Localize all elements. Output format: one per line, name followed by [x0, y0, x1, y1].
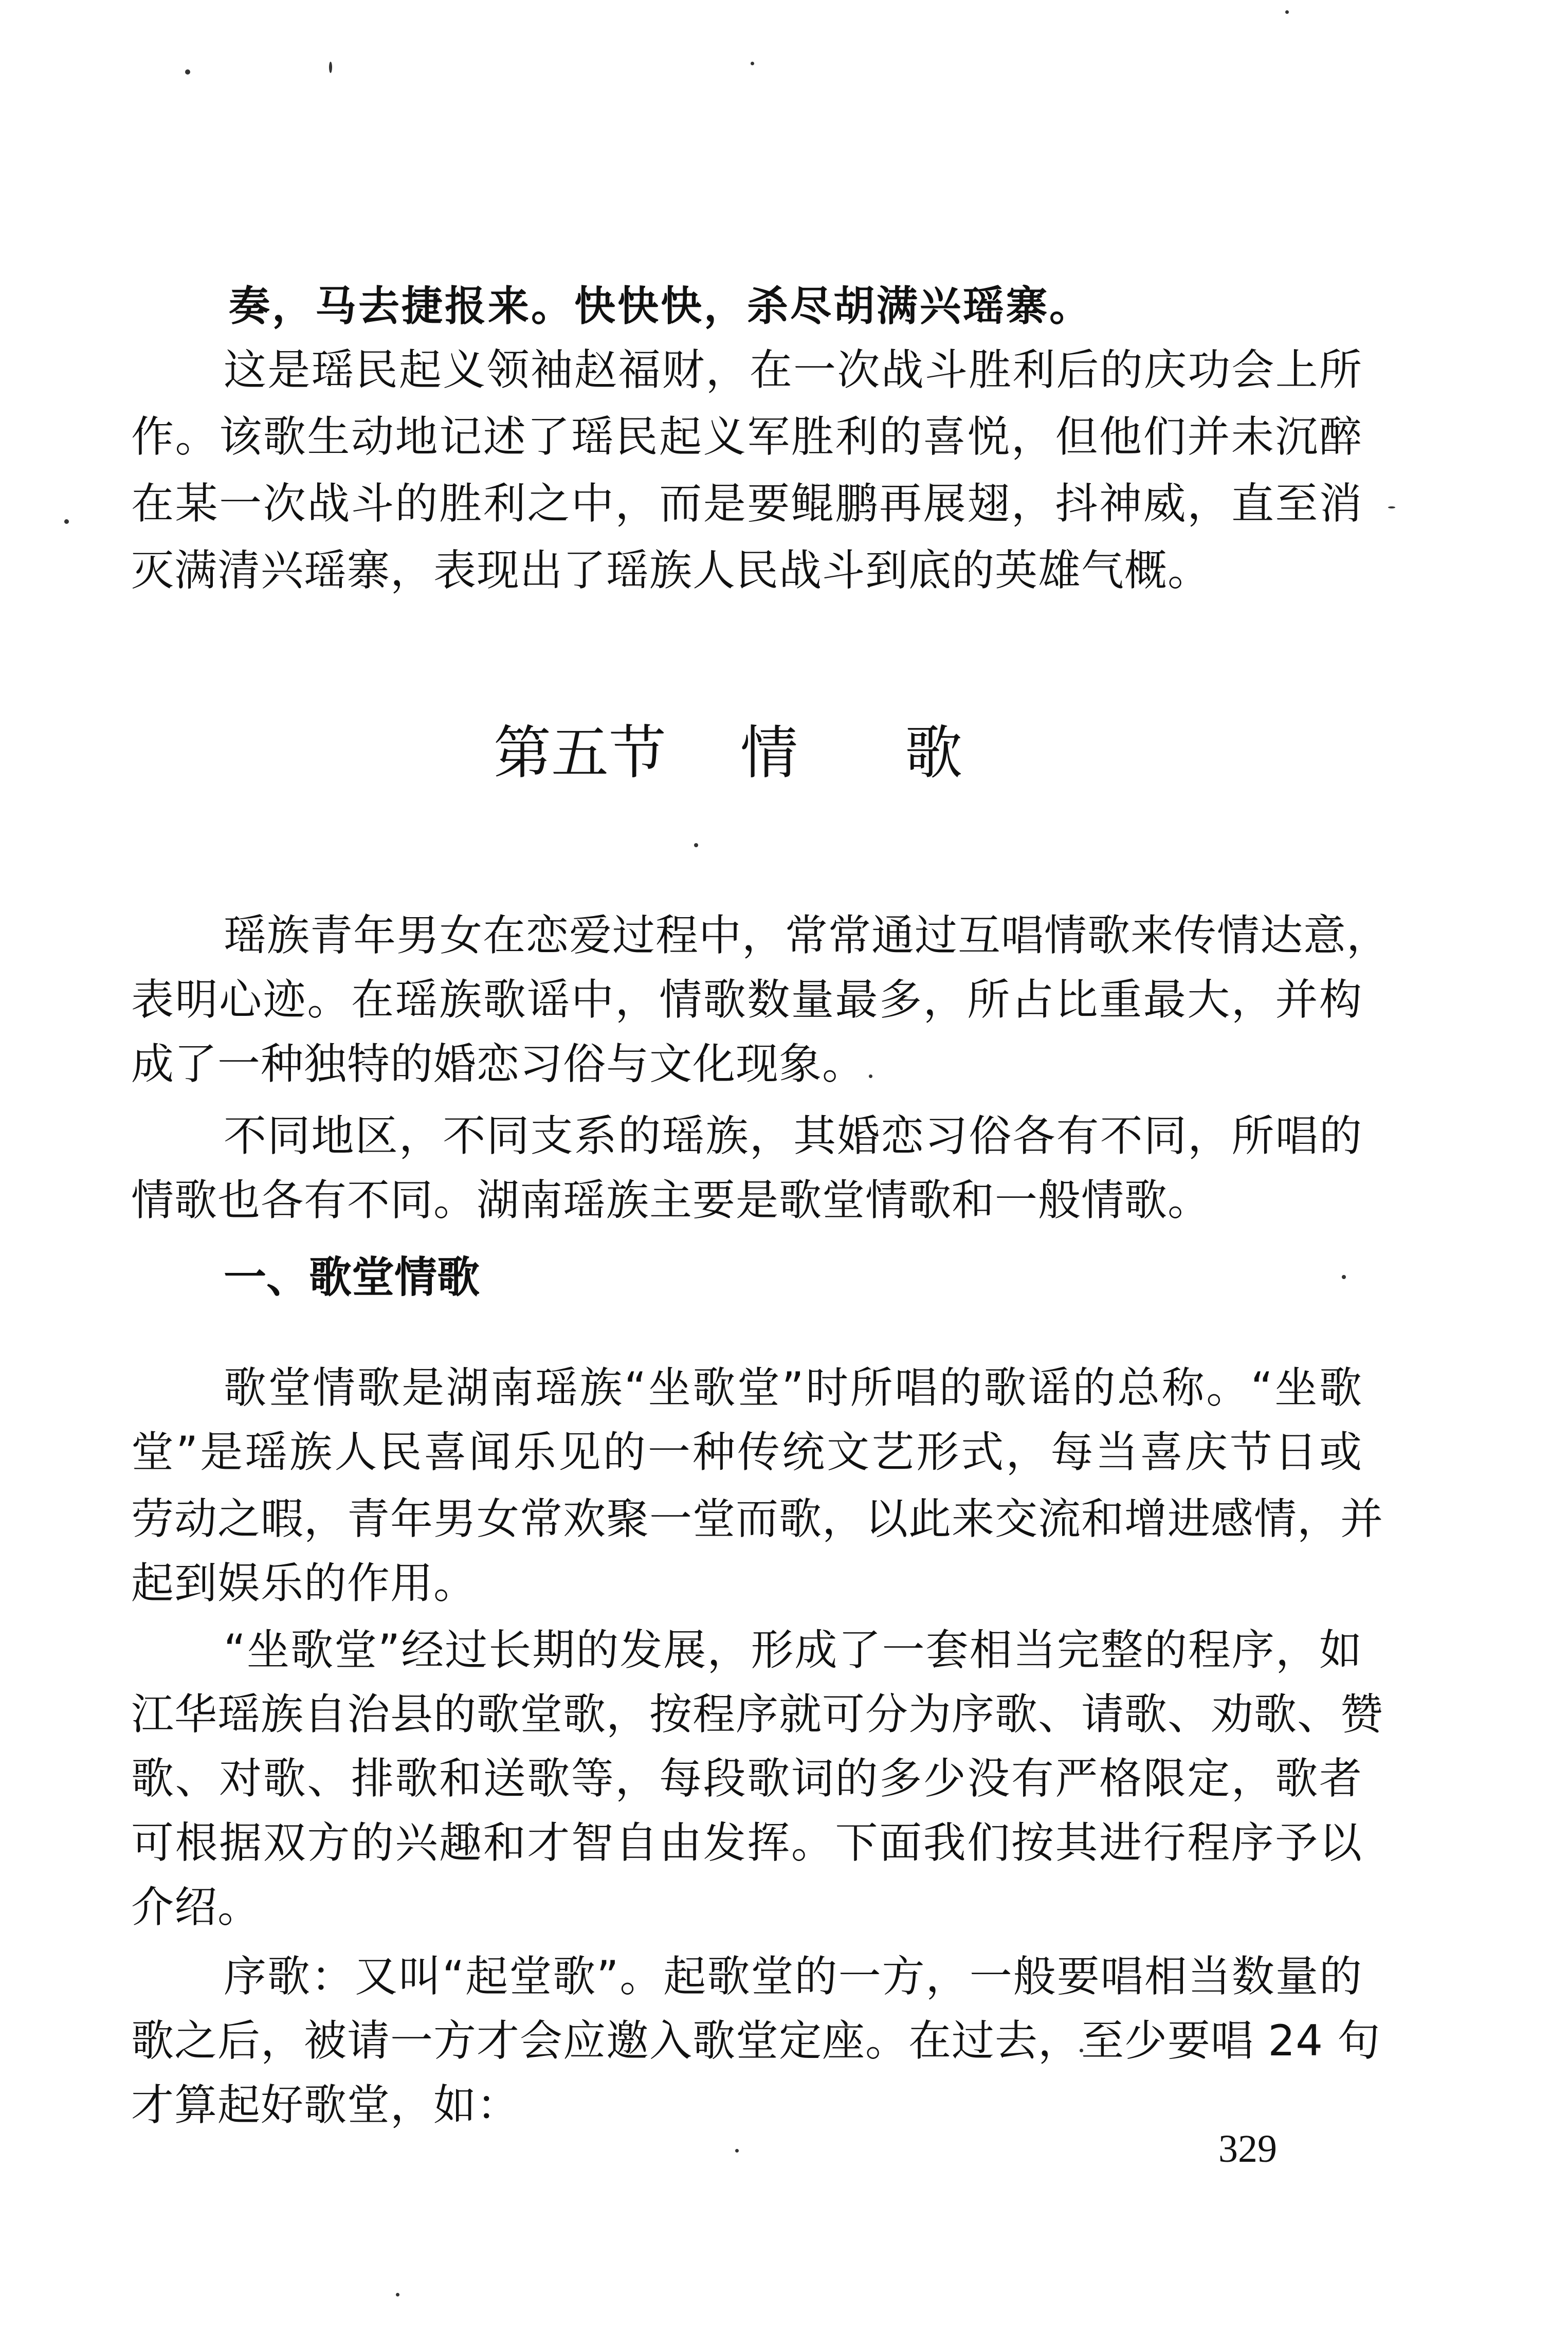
scan-speck	[1388, 506, 1395, 508]
paragraph-line: 表明心迹。在瑶族歌谣中，情歌数量最多，所占比重最大，并构	[131, 975, 1362, 1025]
scan-speck	[735, 2149, 739, 2153]
scan-speck	[1342, 1275, 1346, 1279]
page-number: 329	[1218, 2127, 1277, 2171]
paragraph-line: 歌、对歌、排歌和送歌等，每段歌词的多少没有严格限定，歌者	[131, 1754, 1362, 1803]
paragraph-line: 起到娱乐的作用。	[131, 1558, 477, 1608]
paragraph-line: 歌之后，被请一方才会应邀入歌堂定座。在过去，至少要唱 24 句	[131, 2016, 1381, 2066]
paragraph-line: 灭满清兴瑶寨，表现出了瑶族人民战斗到底的英雄气概。	[131, 545, 1211, 595]
paragraph-line: 在某一次战斗的胜利之中，而是要鲲鹏再展翅，抖神威，直至消	[131, 479, 1362, 528]
paragraph-line: 序歌：又叫“起堂歌”。起歌堂的一方，一般要唱相当数量的	[224, 1952, 1362, 2001]
section-title	[494, 715, 1059, 792]
paragraph-line: 歌堂情歌是湖南瑶族“坐歌堂”时所唱的歌谣的总称。“坐歌	[224, 1363, 1362, 1413]
section-title-word-1: 情	[740, 720, 798, 787]
paragraph-line: 情歌也各有不同。湖南瑶族主要是歌堂情歌和一般情歌。	[131, 1175, 1211, 1225]
paragraph-line: 劳动之暇，青年男女常欢聚一堂而歌，以此来交流和增进感情，并	[131, 1494, 1383, 1544]
scan-speck	[185, 69, 190, 75]
scan-speck	[329, 62, 332, 73]
paragraph-line: 这是瑶民起义领袖赵福财，在一次战斗胜利后的庆功会上所	[224, 345, 1362, 395]
paragraph-line: 瑶族青年男女在恋爱过程中，常常通过互唱情歌来传情达意，	[224, 910, 1390, 960]
section-title-word-2: 歌	[905, 720, 962, 787]
paragraph-line: 江华瑶族自治县的歌堂歌，按程序就可分为序歌、请歌、劝歌、赞	[131, 1689, 1383, 1739]
paragraph-line: 作。该歌生动地记述了瑶民起义军胜利的喜悦，但他们并未沉醉	[131, 412, 1362, 462]
scan-speck	[396, 2293, 399, 2296]
scan-speck	[751, 62, 754, 65]
paragraph-line: 堂”是瑶族人民喜闻乐见的一种传统文艺形式，每当喜庆节日或	[131, 1427, 1362, 1477]
verse-line: 奏，马去捷报来。快快快，杀尽胡满兴瑶寨。	[229, 282, 1092, 330]
paragraph-line: 可根据双方的兴趣和才智自由发挥。下面我们按其进行程序予以	[131, 1818, 1362, 1868]
scan-speck	[64, 519, 69, 524]
scan-speck	[1285, 10, 1289, 14]
paragraph-line: “坐歌堂”经过长期的发展，形成了一套相当完整的程序，如	[224, 1625, 1362, 1675]
scan-speck	[694, 843, 698, 847]
subsection-heading: 一、歌堂情歌	[224, 1252, 480, 1302]
paragraph-line: 不同地区，不同支系的瑶族，其婚恋习俗各有不同，所唱的	[224, 1111, 1362, 1161]
paragraph-line: 成了一种独特的婚恋习俗与文化现象。	[131, 1039, 865, 1089]
paragraph-line: 才算起好歌堂，如：	[131, 2080, 520, 2130]
paragraph-line: 介绍。	[131, 1882, 261, 1932]
section-title-number: 第五节	[494, 720, 666, 787]
